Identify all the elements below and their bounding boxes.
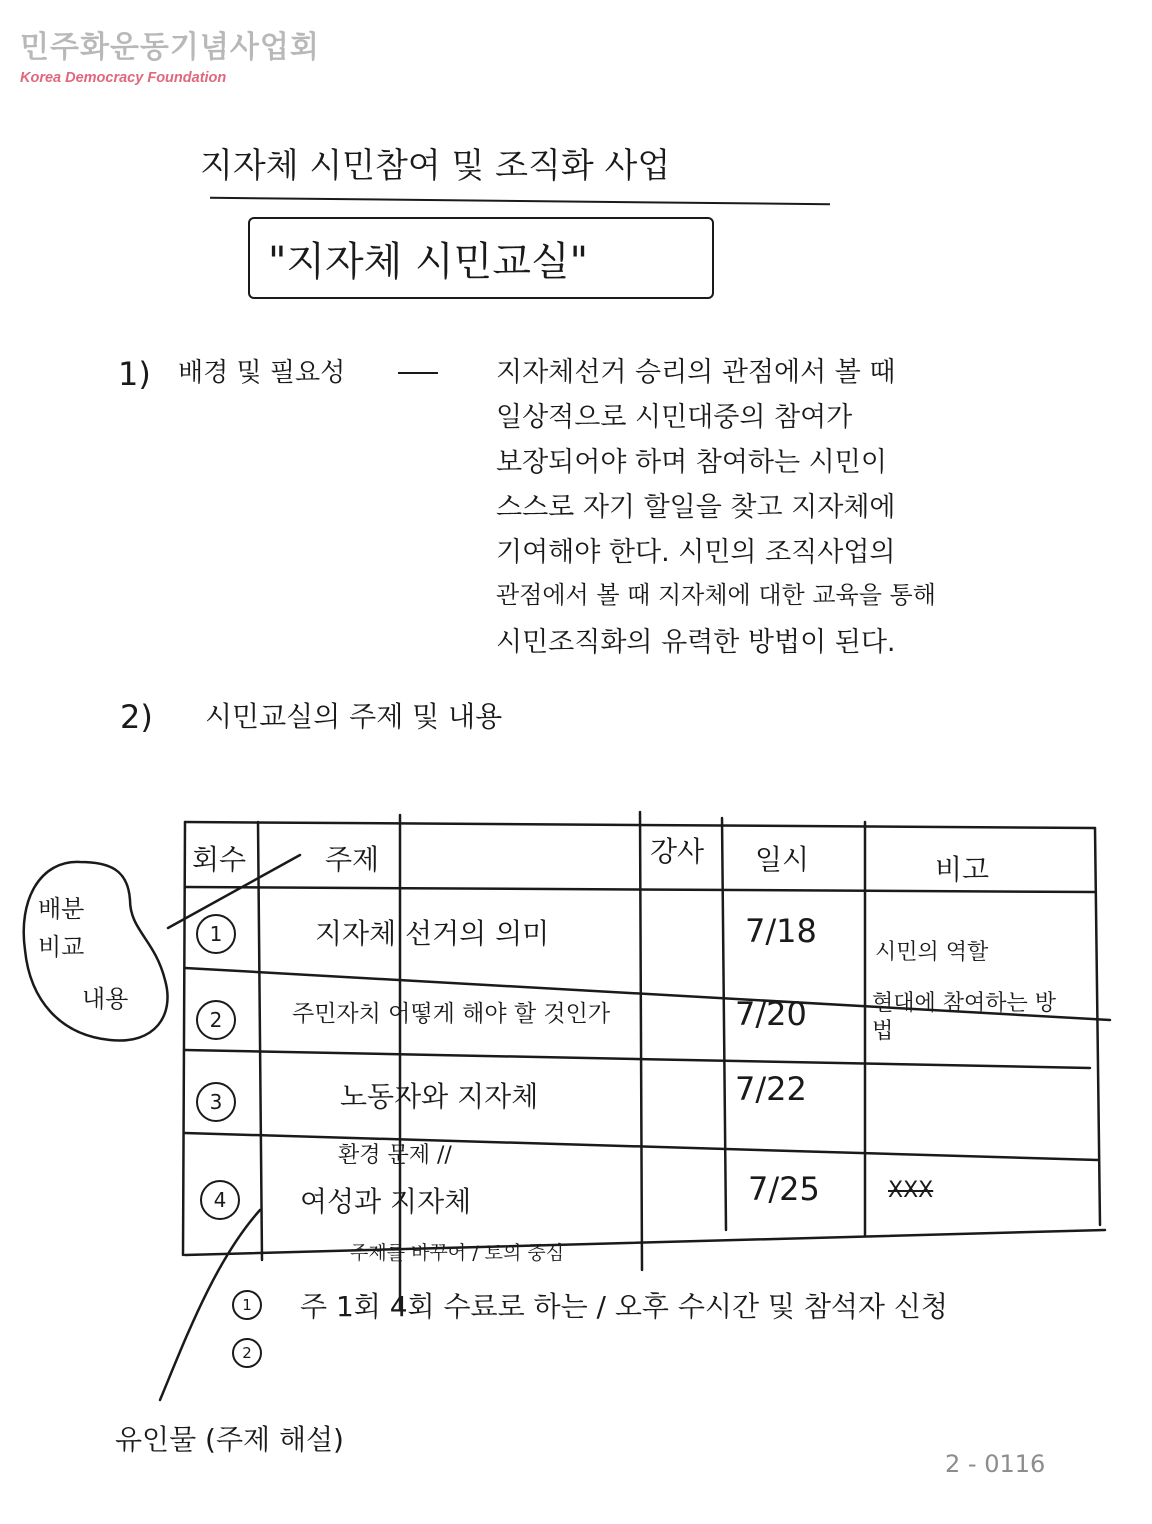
section1-line: 시민조직화의 유력한 방법이 된다. (496, 627, 896, 658)
side-note-line: 비교 (38, 933, 85, 961)
table-below-row-note: 주제를 바꾸어 / 토의 중심 (350, 1242, 565, 1264)
table-right-border (1095, 828, 1100, 1225)
bottom-note: 유인물 (주제 해설) (115, 1423, 344, 1456)
table-row-date: 7/22 (735, 1070, 807, 1108)
table-row-date: 7/25 (748, 1170, 820, 1208)
table-bottom-border (185, 1230, 1105, 1255)
table-row-number: 4 (200, 1180, 240, 1220)
section1-line: 일상적으로 시민대중의 참여가 (496, 402, 853, 433)
table-row-topic: 주민자치 어떻게 해야 할 것인가 (292, 1001, 611, 1027)
table-col-divider (722, 818, 726, 1230)
table-header-speaker: 강사 (650, 835, 705, 868)
section1-line: 관점에서 볼 때 지자체에 대한 교육을 통해 (496, 581, 936, 609)
section1-line: 기여해야 한다. 시민의 조직사업의 (496, 537, 896, 568)
logo-english: Korea Democracy Foundation (20, 70, 227, 86)
list-item-number: 2 (232, 1338, 262, 1368)
table-left-border (183, 822, 185, 1255)
table-header-topic: 주제 (325, 843, 380, 876)
document-title: 지자체 시민참여 및 조직화 사업 (200, 146, 671, 186)
table-row-note: 현대에 참여하는 방법 (872, 991, 1057, 1044)
section1-label: 배경 및 필요성 (178, 358, 346, 388)
table-row-topic: 노동자와 지자체 (340, 1080, 539, 1113)
table-row-note-struck: XXX (888, 1178, 934, 1203)
table-row-number: 2 (196, 1000, 236, 1040)
logo-korean: 민주화운동기념사업회 (20, 30, 320, 65)
table-header-date: 일시 (755, 843, 810, 876)
section1-line: 보장되어야 하며 참여하는 시민이 (496, 447, 887, 478)
page-stamp: 2 - 0116 (945, 1450, 1046, 1478)
table-col-divider (640, 812, 642, 1270)
table-row-date: 7/20 (735, 995, 807, 1033)
table-header-round: 회수 (192, 843, 247, 876)
table-header-note: 비고 (935, 853, 990, 886)
section2-label: 시민교실의 주제 및 내용 (205, 700, 503, 733)
table-row-topic-top: 환경 문제 // (338, 1143, 452, 1168)
list-item-number: 1 (232, 1290, 262, 1320)
boxed-title: "지자체 시민교실" (268, 239, 588, 285)
table-row-topic: 여성과 지자체 (300, 1185, 472, 1218)
table-row-number: 3 (196, 1082, 236, 1122)
table-row-divider (185, 1050, 1090, 1068)
section2-number: 2) (120, 698, 153, 736)
table-row-topic: 지자체 선거의 의미 (315, 917, 550, 950)
side-note-line: 배분 (38, 895, 85, 923)
section1-line: 지자체선거 승리의 관점에서 볼 때 (496, 357, 896, 388)
table-row-date: 7/18 (745, 912, 817, 950)
list-item-text: 주 1회 4회 수료로 하는 / 오후 수시간 및 참석자 신청 (300, 1290, 948, 1323)
section1-number: 1) (118, 355, 151, 393)
table-row-number: 1 (196, 914, 236, 954)
side-note-line: 내용 (82, 985, 129, 1013)
section1-line: 스스로 자기 할일을 찾고 지자체에 (496, 492, 896, 523)
table-row-note: 시민의 역할 (875, 940, 989, 965)
